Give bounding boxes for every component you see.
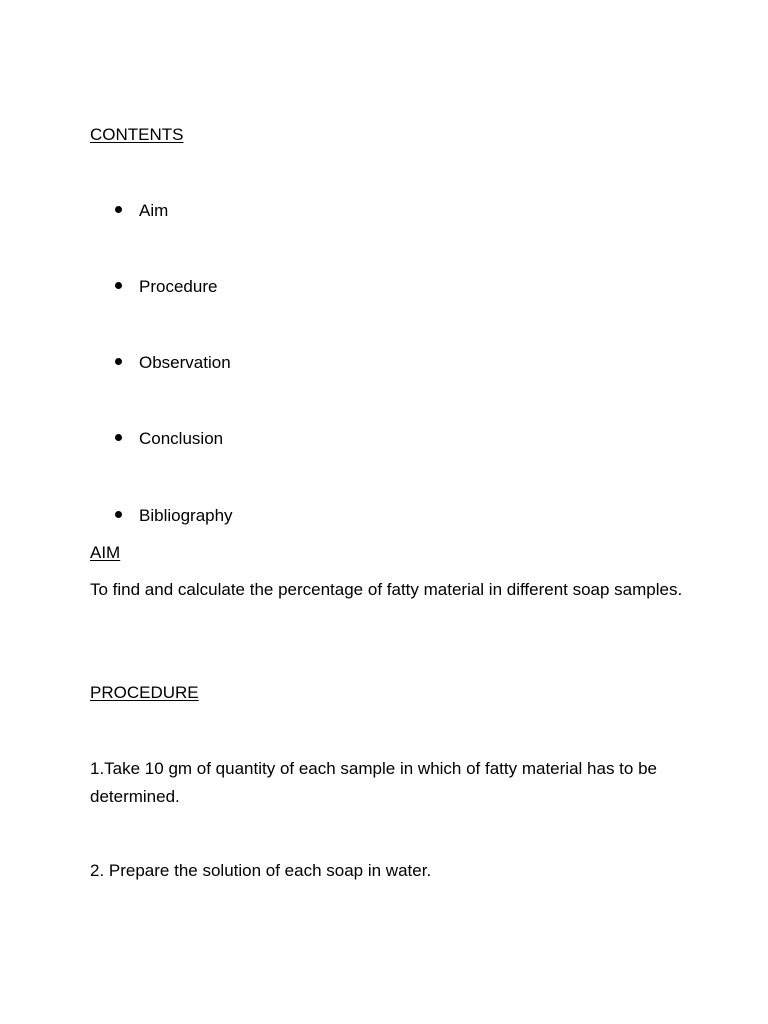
procedure-step-1: 1.Take 10 gm of quantity of each sample in which of fatty material has to be determined. (90, 759, 657, 806)
contents-item-label: Aim (139, 201, 169, 220)
contents-item-bibliography (115, 502, 233, 530)
contents-item-procedure (115, 273, 217, 301)
contents-item-label: Observation (139, 353, 231, 372)
contents-item-label: Procedure (139, 277, 218, 296)
contents-heading: CONTENTS (90, 125, 184, 144)
contents-item-label: Conclusion (139, 429, 224, 448)
bullet-icon (115, 434, 122, 441)
bullet-icon (115, 358, 122, 365)
bullet-icon (115, 206, 122, 213)
contents-item-label: Bibliography (139, 506, 233, 525)
bullet-icon (115, 282, 122, 289)
aim-heading: AIM (90, 543, 121, 562)
aim-text: To find and calculate the percentage of fatty material in different soap samples. (90, 580, 683, 599)
contents-item-conclusion (115, 425, 223, 453)
procedure-heading: PROCEDURE (90, 683, 199, 702)
contents-item-aim (115, 197, 168, 225)
procedure-step-2: 2. Prepare the solution of each soap in water. (90, 861, 432, 880)
contents-item-observation (115, 349, 231, 377)
bullet-icon (115, 511, 122, 518)
